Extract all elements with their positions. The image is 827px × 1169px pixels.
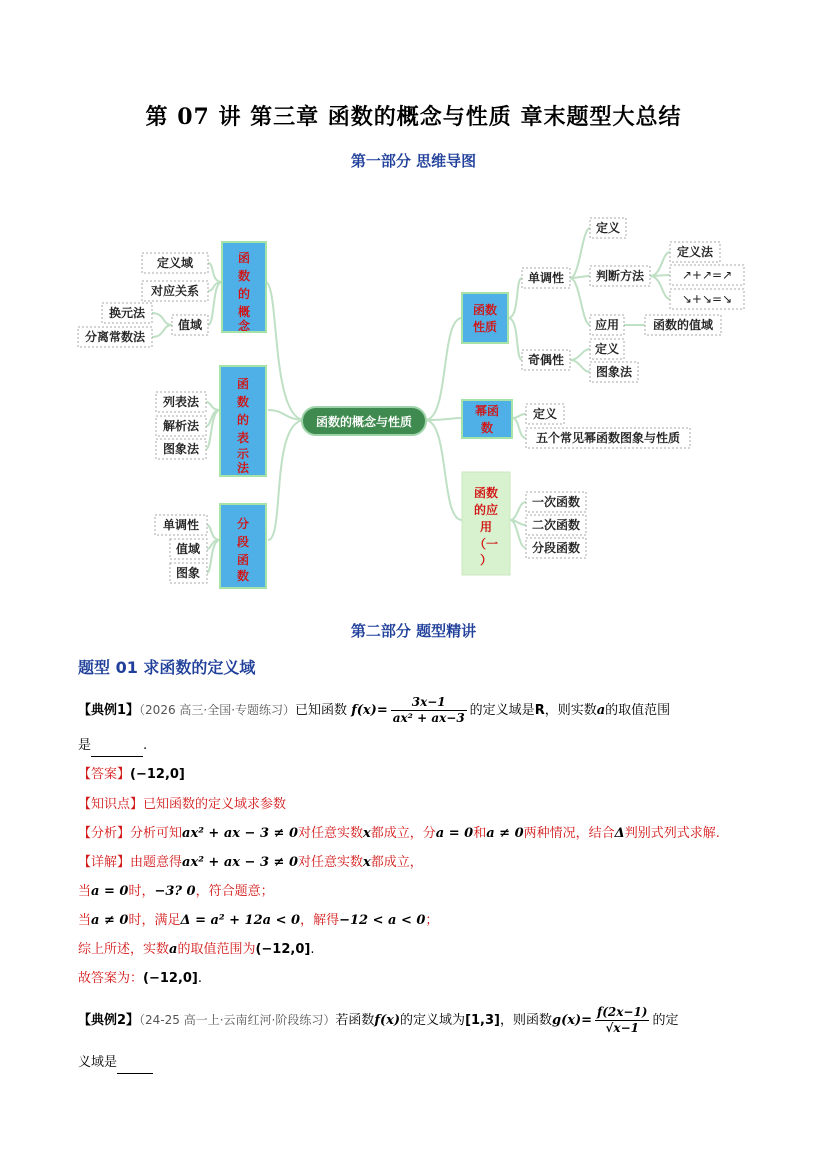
leaf-monotonic: 单调性 [162,518,200,532]
leaf-apply: 应用 [594,318,620,332]
node-concept-c2: 数 [237,269,251,283]
svg-text:幂函: 幂函 [474,404,500,418]
leaf-domain: 定义域 [156,256,194,270]
svg-text:的: 的 [236,413,250,427]
svg-text:函: 函 [236,553,250,567]
svg-text:数: 数 [236,569,250,583]
document-title: 第 07 讲 第三章 函数的概念与性质 章末题型大总结 [145,104,682,130]
ex1-knowledge-point: 【知识点】已知函数的定义域求参数 [78,797,287,812]
leaf-mono-def: 定义 [595,221,621,235]
svg-text:示: 示 [236,447,250,461]
node-concept-c4: 概 [237,305,251,319]
mindmap-center-label: 函数的概念与性质 [315,415,413,429]
leaf-judge: 判断方法 [595,269,645,283]
svg-text:分: 分 [236,517,250,531]
leaf-separate-constant: 分离常数法 [84,330,146,344]
ex1-conclusion: 综上所述，实数a的取值范围为(−12,0]. [78,942,315,957]
mind-map [0,200,827,610]
leaf-mono: 单调性 [527,271,565,285]
leaf-parity: 奇偶性 [527,353,565,367]
svg-text:表: 表 [236,431,250,445]
ex2-question-line2: 义域是 [78,1052,153,1074]
leaf-power-five: 五个常见幂函数图象与性质 [535,431,681,445]
leaf-def-method: 定义法 [676,245,714,259]
ex1-case1: 当a = 0时，−3? 0，符合题意； [78,884,274,899]
leaf-inc-rule: ↗+↗=↗ [681,268,733,282]
svg-text:法: 法 [236,461,250,475]
leaf-analytic: 解析法 [162,419,200,433]
leaf-table: 列表法 [162,395,200,409]
leaf-graph: 图象法 [162,442,200,456]
ex2-question: 【典例2】（24-25 高一上·云南红河·阶段练习）若函数f(x)的定义域为[1,3]，则函数g(x)= $\frac{f(2x-1)}{√x-1}$ 的定 [78,1005,679,1035]
leaf-mapping: 对应关系 [150,284,200,298]
topic-heading: 题型 01 求函数的定义域 [78,658,256,677]
svg-text:数: 数 [480,421,494,435]
node-concept-c1: 函 [237,251,251,265]
leaf-quadratic: 二次函数 [531,518,581,532]
ex1-analysis: 【分析】分析可知ax² + ax − 3 ≠ 0对任意实数x都成立，分a = 0和a ≠ 0两种情况，结合Δ判别式列式求解. [78,826,720,841]
svg-text:函数: 函数 [472,303,498,317]
ex1-case2: 当a ≠ 0时，满足Δ = a² + 12a < 0，解得−12 < a < 0； [78,913,439,928]
ex1-final-answer: 故答案为：(−12,0]. [78,971,203,986]
node-concept-c5: 念 [237,319,251,333]
leaf-piecewise: 分段函数 [531,541,581,555]
section-types-heading: 第二部分 题型精讲 [350,622,477,640]
svg-text:用: 用 [479,520,493,534]
leaf-piece-graph: 图象 [175,566,201,580]
svg-text:函: 函 [236,377,250,391]
svg-text:段: 段 [236,535,250,549]
svg-text:（一: （一 [473,537,499,551]
leaf-piece-range: 值域 [175,542,201,556]
leaf-range: 值域 [177,318,203,332]
leaf-range-fn: 函数的值域 [652,318,714,332]
svg-text:）: ） [479,553,493,567]
leaf-linear: 一次函数 [531,495,581,509]
node-property [462,293,508,343]
svg-text:的应: 的应 [473,503,499,517]
leaf-substitution: 换元法 [108,306,146,320]
node-concept-c3: 的 [237,287,251,301]
svg-text:数: 数 [236,395,250,409]
section-mindmap-heading: 第一部分 思维导图 [350,152,477,170]
leaf-dec-rule: ↘+↘=↘ [681,292,733,306]
ex1-answer: 【答案】(−12,0] [78,767,185,782]
ex1-question: 【典例1】（2026 高三·全国·专题练习）已知函数 f(x)= $\frac{3x-1}{\text{ax² + ax−3}}$ 的定义域是R，则实数a的取值范围 [78,695,671,725]
leaf-power-def: 定义 [532,407,558,421]
svg-text:函数: 函数 [473,486,499,500]
leaf-parity-graph: 图象法 [595,365,633,379]
ex1-question-line2: 是 . [78,735,147,757]
leaf-parity-def: 定义 [594,342,620,356]
svg-text:性质: 性质 [472,320,498,334]
ex1-detail: 【详解】由题意得ax² + ax − 3 ≠ 0对任意实数x都成立， [78,855,423,870]
